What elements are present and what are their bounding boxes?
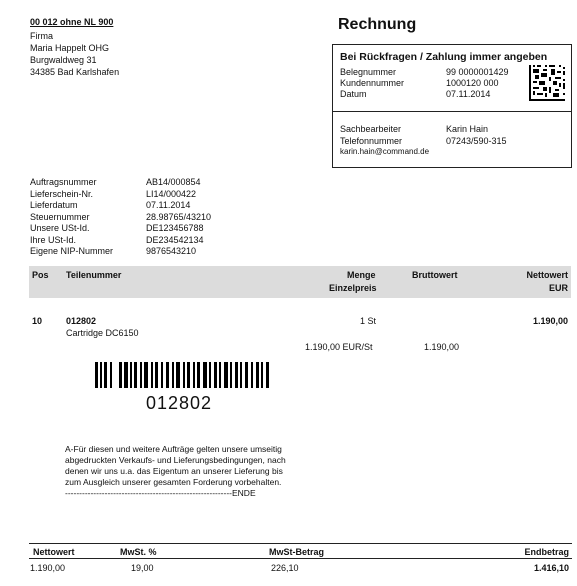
item-quantity: 1 St <box>360 316 377 326</box>
terms-line: denen wir uns u.a. das Eigentum an unserer Lieferung bis <box>65 466 283 476</box>
col-net: Nettowert <box>526 270 568 280</box>
document-title: Rechnung <box>338 16 417 33</box>
meta-label: Unsere USt-Id. <box>30 223 90 233</box>
label-telefonnummer: Telefonnummer <box>340 136 403 146</box>
value-sachbearbeiter: Karin Hain <box>446 124 489 134</box>
col-part-number: Teilenummer <box>66 270 122 280</box>
item-position: 10 <box>32 316 43 326</box>
meta-value: 07.11.2014 <box>146 200 191 210</box>
address-line: 34385 Bad Karlshafen <box>30 67 120 77</box>
total-vat-rate: 19,00 <box>131 563 154 573</box>
label-belegnummer: Belegnummer <box>340 67 397 77</box>
total-col-total: Endbetrag <box>524 547 569 557</box>
recipient-address <box>30 30 119 78</box>
meta-label: Lieferdatum <box>30 200 78 210</box>
meta-label: Steuernummer <box>30 211 90 222</box>
meta-value: LI14/000422 <box>146 188 197 199</box>
meta-value: DE123456788 <box>146 223 204 233</box>
value-belegnummer: 99 0000001429 <box>446 67 509 77</box>
label-kundennummer: Kundennummer <box>340 78 405 88</box>
meta-label: Ihre USt-Id. <box>30 234 77 245</box>
meta-value: AB14/000854 <box>146 177 201 187</box>
address-line: Firma <box>30 31 53 41</box>
meta-label: Auftragsnummer <box>30 177 97 187</box>
meta-value: 9876543210 <box>146 246 197 256</box>
reference-values <box>446 67 509 100</box>
meta-label: Eigene NIP-Nummer <box>30 246 114 256</box>
address-line: Burgwaldweg 31 <box>30 55 97 65</box>
col-quantity: Menge <box>347 270 376 280</box>
col-pos: Pos <box>32 270 49 280</box>
total-col-vat-amount: MwSt-Betrag <box>269 547 325 557</box>
item-unit-price: 1.190,00 EUR/St <box>305 342 373 352</box>
order-meta-values <box>146 177 211 258</box>
terms-line: abgedruckten Verkaufs- und Lieferungsbedingungen, nach <box>65 455 286 465</box>
meta-value: DE234542134 <box>146 234 204 245</box>
total-col-vat: MwSt. % <box>120 547 157 557</box>
col-currency: EUR <box>548 283 568 293</box>
meta-label: Lieferschein-Nr. <box>30 188 94 199</box>
reference-heading: Bei Rückfragen / Zahlung immer angeben <box>340 51 548 63</box>
meta-value: 28.98765/43210 <box>146 211 212 222</box>
value-kundennummer: 1000120 000 <box>446 78 499 88</box>
total-amount: 1.416,10 <box>533 563 569 573</box>
reference-info-box <box>332 44 572 168</box>
value-datum: 07.11.2014 <box>446 89 491 99</box>
col-unit-price: Einzelpreis <box>329 283 377 293</box>
item-gross-value: 1.190,00 <box>424 342 460 352</box>
total-vat-amount: 226,10 <box>271 563 299 573</box>
datamatrix-code <box>529 65 565 101</box>
item-barcode <box>95 362 269 388</box>
clerk-values <box>446 123 507 147</box>
total-col-net: Nettowert <box>33 547 75 557</box>
terms-line: -----------------------------------------------------------ENDE <box>65 488 256 498</box>
items-table-header <box>29 266 571 298</box>
item-part-number: 012802 <box>66 316 97 326</box>
address-line: Maria Happelt OHG <box>30 43 110 53</box>
col-gross: Bruttowert <box>412 270 458 280</box>
clerk-email: karin.hain@command.de <box>340 147 430 156</box>
reference-labels <box>340 67 404 100</box>
sender-code: 00 012 ohne NL 900 <box>30 17 114 27</box>
value-telefonnummer: 07243/590-315 <box>446 136 507 146</box>
order-meta-labels <box>30 177 113 258</box>
barcode-number: 012802 <box>146 393 213 413</box>
terms-line: zum Ausgleich unserer gesamten Forderung vorbehalten. <box>65 477 282 487</box>
item-description: Cartridge DC6150 <box>66 328 139 338</box>
total-net: 1.190,00 <box>30 563 66 573</box>
box-divider <box>333 111 571 112</box>
label-sachbearbeiter: Sachbearbeiter <box>340 124 402 134</box>
footer-mid-rule <box>29 558 572 559</box>
terms-text <box>65 444 355 499</box>
terms-line: A-Für diesen und weitere Aufträge gelten unsere umseitig <box>65 444 282 454</box>
footer-top-rule <box>29 543 572 544</box>
label-datum: Datum <box>340 89 367 99</box>
item-net-value: 1.190,00 <box>532 316 568 326</box>
clerk-labels <box>340 123 402 147</box>
